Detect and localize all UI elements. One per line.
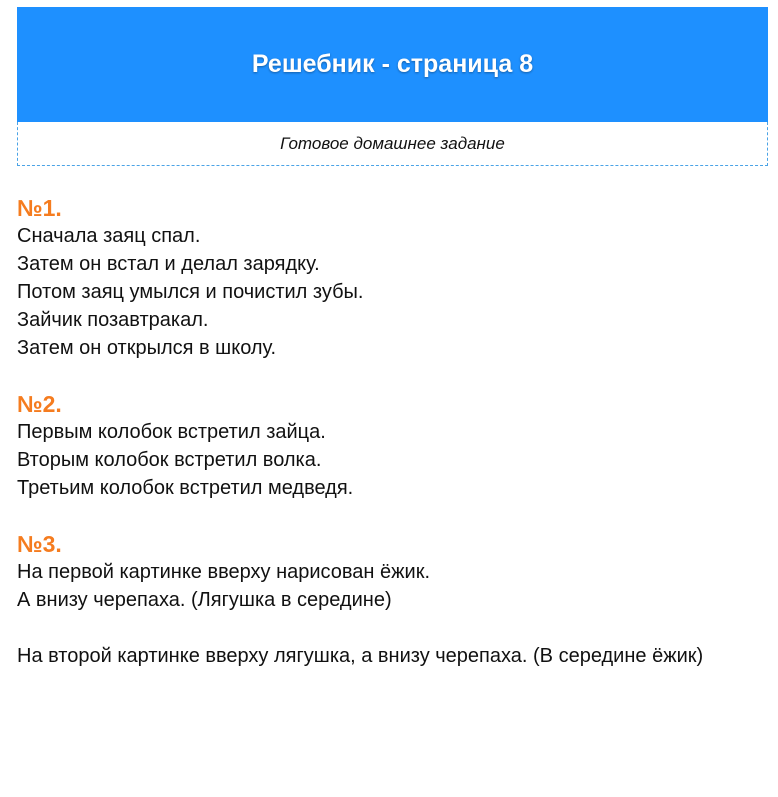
answer-line: Первым колобок встретил зайца. (17, 421, 326, 443)
task-number: №2. (17, 391, 62, 417)
answer-line: Затем он открылся в школу. (17, 337, 277, 359)
answer-line: Сначала заяц спал. (17, 225, 201, 247)
answer-line: А внизу черепаха. (Лягушка в середине) (17, 589, 392, 611)
answer-line: Третьим колобок встретил медведя. (17, 477, 354, 499)
subtitle-box (17, 122, 768, 166)
header-banner (17, 7, 768, 122)
task-3 (17, 530, 768, 670)
page-subtitle: Готовое домашнее задание (280, 133, 505, 153)
answers-content (17, 194, 768, 670)
task-number: №1. (17, 195, 62, 221)
answer-line: Вторым колобок встретил волка. (17, 449, 322, 471)
answer-line: На первой картинке вверху нарисован ёжик. (17, 561, 430, 583)
answer-line: Затем он встал и делал зарядку. (17, 253, 320, 275)
answer-line: Зайчик позавтракал. (17, 309, 209, 331)
answer-line: На второй картинке вверху лягушка, а внизу черепаха. (В середине ёжик) (17, 645, 704, 667)
task-number: №3. (17, 531, 62, 557)
task-1 (17, 194, 768, 362)
blank-line (17, 614, 707, 642)
answer-line: Потом заяц умылся и почистил зубы. (17, 281, 364, 303)
task-2 (17, 390, 768, 502)
page-title: Решебник - страница 8 (251, 50, 534, 78)
